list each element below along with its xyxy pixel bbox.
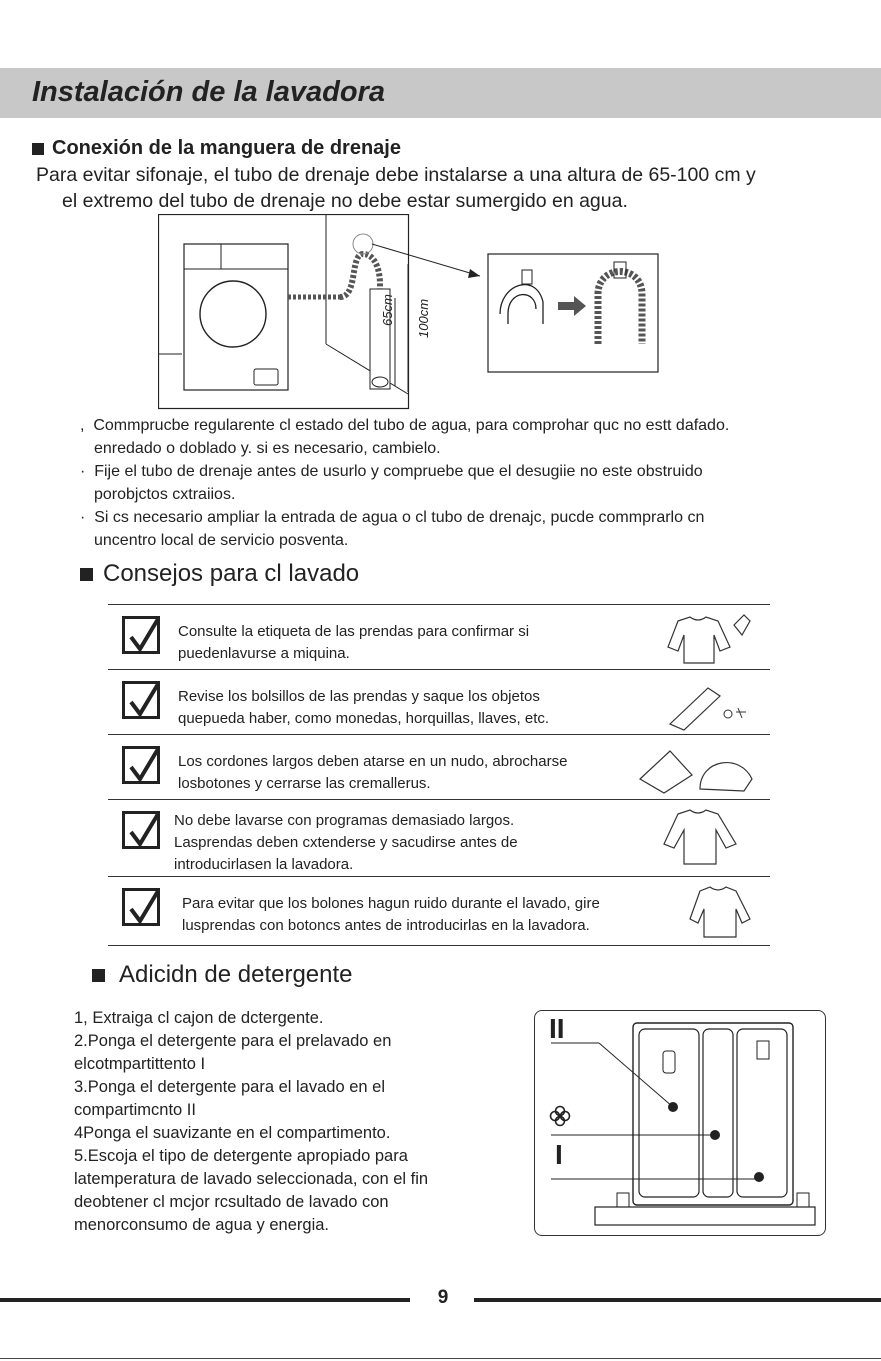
checkmark-icon bbox=[122, 746, 160, 784]
note-line: porobjctos cxtraiios. bbox=[94, 486, 236, 503]
drain-intro bbox=[36, 162, 876, 214]
tips-heading bbox=[80, 560, 359, 588]
tip-row bbox=[108, 669, 770, 734]
label-65cm: 65cm bbox=[380, 294, 395, 326]
tips-heading-text: Consejos para cl lavado bbox=[103, 560, 360, 587]
bottom-edge-line bbox=[0, 1358, 881, 1359]
label-100cm: 100cm bbox=[416, 298, 431, 338]
tip-line: Lasprendas deben cxtenderse y sacudirse antes de bbox=[174, 834, 518, 851]
checkmark-icon bbox=[122, 888, 160, 926]
page-title: Instalación de la lavadora bbox=[32, 76, 385, 108]
drain-note-1 bbox=[80, 414, 870, 460]
sweater-icon bbox=[650, 804, 760, 870]
checkmark-icon bbox=[122, 681, 160, 719]
tip-line: Para evitar que los bolones hagun ruido durante el lavado, gire bbox=[182, 895, 600, 912]
step-line: 2.Ponga el detergente para el prelavado en bbox=[74, 1032, 392, 1050]
note-line: uncentro local de servicio posventa. bbox=[94, 532, 349, 549]
note-mark: · bbox=[80, 463, 86, 480]
step-line: compartimcnto II bbox=[74, 1101, 196, 1119]
tip-line: Revise los bolsillos de las prendas y saque los objetos bbox=[178, 688, 540, 705]
page-number: 9 bbox=[437, 1287, 449, 1308]
step-line: 5.Escoja el tipo de detergente apropiado para bbox=[74, 1147, 408, 1165]
tip-line: losbotones y cerrarse las cremallerus. bbox=[178, 775, 431, 792]
checkmark-icon bbox=[122, 811, 160, 849]
step-line: 1, Extraiga cl cajon de dctergente. bbox=[74, 1009, 324, 1027]
step-line: elcotmpartittento I bbox=[74, 1055, 206, 1073]
tip-line: lusprendas con botoncs antes de introducirlas en la lavadora. bbox=[182, 917, 590, 934]
compartment-i-label: I bbox=[555, 1139, 563, 1170]
tip-row bbox=[108, 799, 770, 876]
tip-line: puedenlavurse a miquina. bbox=[178, 645, 350, 662]
detergent-drawer-diagram bbox=[534, 1010, 826, 1236]
drain-heading-text: Conexión de la manguera de drenaje bbox=[52, 137, 401, 159]
note-mark: · bbox=[80, 509, 86, 526]
tip-row bbox=[108, 876, 770, 946]
tip-line: quepueda haber, como monedas, horquillas, llaves, etc. bbox=[178, 710, 550, 727]
drain-hose-diagram bbox=[158, 214, 678, 419]
note-line: Si cs necesario ampliar la entrada de agua o cl tubo de drenajc, pucde commprarlo cn bbox=[94, 509, 705, 526]
drain-notes bbox=[80, 414, 870, 552]
tip-row bbox=[108, 734, 770, 799]
section-bullet-icon bbox=[92, 969, 105, 982]
note-line: Fije el tubo de drenaje antes de usurlo y compruebe que el desugiie no este obstruido bbox=[94, 463, 703, 480]
tips-table bbox=[108, 604, 770, 946]
footer-rule-right bbox=[474, 1298, 881, 1302]
checkmark-icon bbox=[122, 616, 160, 654]
drain-intro-line1: Para evitar sifonaje, el tubo de drenaje debe instalarse a una altura de 65-100 cm y bbox=[36, 164, 756, 186]
tip-text bbox=[178, 751, 648, 795]
step-line: 3.Ponga el detergente para el lavado en el bbox=[74, 1078, 385, 1096]
tip-text bbox=[178, 621, 648, 665]
detergent-steps bbox=[74, 1007, 494, 1237]
step-line: deobtener cl mcjor rcsultado de lavado con bbox=[74, 1193, 389, 1211]
drain-heading bbox=[32, 137, 401, 160]
drain-note-2 bbox=[80, 460, 870, 506]
tip-row bbox=[108, 604, 770, 669]
step-line: 4Ponga el suavizante en el compartimento. bbox=[74, 1124, 391, 1142]
note-mark: , bbox=[80, 417, 85, 434]
tied-clothes-icon bbox=[630, 739, 760, 797]
inside-out-sweater-icon bbox=[680, 881, 760, 943]
step-line: menorconsumo de agua y energia. bbox=[74, 1216, 329, 1234]
note-line: Commprucbe regularente cl estado del tubo de agua, para comprohar quc no estt dafado. bbox=[93, 417, 730, 434]
compartment-ii-label: II bbox=[549, 1013, 565, 1044]
tip-line: Los cordones largos deben atarse en un nudo, abrocharse bbox=[178, 753, 568, 770]
tip-line: Consulte la etiqueta de las prendas para confirmar si bbox=[178, 623, 530, 640]
detergent-heading bbox=[92, 961, 353, 989]
section-bullet-icon bbox=[80, 568, 93, 581]
tip-text bbox=[174, 810, 644, 876]
drain-intro-line2: el extremo del tubo de drenaje no debe estar sumergido en agua. bbox=[62, 190, 628, 212]
step-line: latemperatura de lavado seleccionada, con el fin bbox=[74, 1170, 429, 1188]
pocket-items-icon bbox=[650, 674, 760, 732]
footer-rule-left bbox=[0, 1298, 410, 1302]
tip-text bbox=[182, 893, 652, 937]
drain-note-3 bbox=[80, 506, 870, 552]
note-line: enredado o doblado y. si es necesario, cambielo. bbox=[94, 440, 441, 457]
detergent-heading-text: Adicidn de detergente bbox=[119, 961, 353, 988]
section-bullet-icon bbox=[32, 143, 44, 155]
tip-text bbox=[178, 686, 648, 730]
sweater-label-icon bbox=[650, 609, 760, 667]
tip-line: introducirlasen la lavadora. bbox=[174, 856, 354, 873]
tip-line: No debe lavarse con programas demasiado largos. bbox=[174, 812, 515, 829]
